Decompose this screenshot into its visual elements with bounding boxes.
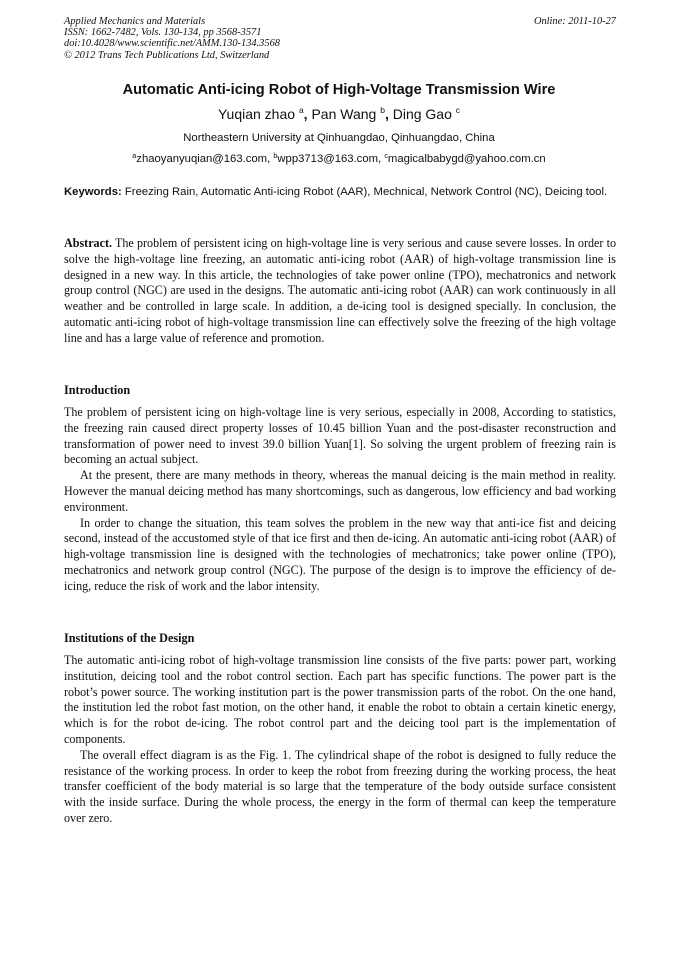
email-address: magicalbabygd@yahoo.com.cn [387,153,546,165]
paragraph: In order to change the situation, this team solves the problem in the new way that anti-ice fist and deicing second, instead of the accustomed style of that ice first and then de-icing. An automatic anti-icing robot (AAR) of high-voltage transmission line is designed with the technologies of mechatronics; take power online (TPO), mechatronics and network group control (NGC). The purpose of the design is to improve the efficiency of de-icing, reduce the risk of work and the labor intensity. [64,515,616,593]
online-date: Online: 2011-10-27 [533,16,616,27]
author-separator: , [384,106,389,122]
paragraph: The overall effect diagram is as the Fig. 1. The cylindrical shape of the robot is designed to fully reduce the resistance of the working process. In order to keep the robot from freezing during the working process, the heat transfer coefficient of the body material is so large that the temperature of the body outside surface consistent with the inside surface. During the whole process, the energy in the form of thermal can keep the temperature over zero. [64,747,616,825]
abstract [64,236,616,347]
author-name: Ding Gao [392,106,452,122]
abstract-text: The problem of persistent icing on high-voltage line is very serious and cause severe losses. In order to solve the high-voltage line freezing, an automatic anti-icing robot (AAR) of high-voltage transmission line is designed in a new way. In this article, the technologies of take power online (TPO), mechatronics and network group control (NGC) are used in the designs. The automatic anti-icing robot (AAR) can work continuously in all weather and be controlled in large scale. In addition, a de-icing tool is designed specially. In conclusion, the automatic anti-icing robot of high-voltage transmission line can effectively solve the freezing of the high voltage line and has a large value of reference and promotion. [64,236,616,345]
paper-title: Automatic Anti-icing Robot of High-Voltage Transmission Wire [122,82,556,98]
publication-header [64,16,616,61]
section-introduction [64,405,616,595]
email-address: wpp3713@163.com [277,153,379,165]
paragraph: At the present, there are many methods in theory, whereas the manual deicing is the main method in reality. However the manual deicing method has many shortcomings, such as dangerous, low efficiency and bad working environment. [64,468,616,514]
issn-line: ISSN: 1662-7482, Vols. 130-134, pp 3568-3571 [64,27,262,39]
affiliation: Northeastern University at Qinhuangdao, Qinhuangdao, China [183,132,495,144]
paragraph: The problem of persistent icing on high-voltage line is very serious, especially in 2008, According to statistics, the freezing rain caused direct property losses of 10.45 billion Yuan and the post-disaster reconstruction and transformation of power need to invest 39.0 billion Yuan[1]. So solving the urgent problem of freezing rain is becoming an actual subject. [64,405,616,467]
keywords-label: Keywords: [64,186,122,198]
author-affiliation-mark: c [455,105,461,115]
email-separator: , [267,153,274,165]
author-name: Pan Wang [311,106,377,122]
journal-name: Applied Mechanics and Materials [64,16,206,27]
email-list [0,151,678,165]
email-mark: b [273,151,278,160]
email-mark: c [384,151,388,160]
keywords-text: Freezing Rain, Automatic Anti-icing Robot (AAR), Mechnical, Network Control (NC), Deicing tool. [124,186,608,198]
email-mark: a [132,151,137,160]
section-heading-institutions: Institutions of the Design [64,631,195,645]
paragraph: The automatic anti-icing robot of high-voltage transmission line consists of the five parts: power part, working institution, deicing tool and the robot control section. Each part has specific functions. The power part is the robot’s power source. The working institution part is the power transmission parts of the robot. On the one hand, the institution led the robot fast motion, on the other hand, it enable the robot to obtain a certain kinetic energy, which is for the robot de-icing. The robot control part and the deicing tool part is the implementation of components. [64,653,616,746]
abstract-label: Abstract. [64,236,113,250]
author-separator: , [303,106,308,122]
author-affiliation-mark: b [380,105,385,115]
email-separator: , [378,153,385,165]
author-affiliation-mark: a [298,105,304,115]
author-name: Yuqian zhao [217,106,296,122]
email-address: zhaoyanyuqian@163.com [136,153,268,165]
section-heading-introduction: Introduction [64,383,131,397]
keywords [64,184,616,200]
section-institutions [64,653,616,827]
author-list [0,105,678,122]
copyright-line: © 2012 Trans Tech Publications Ltd, Switzerland [64,49,270,61]
doi-line: doi:10.4028/www.scientific.net/AMM.130-134.3568 [64,38,280,50]
